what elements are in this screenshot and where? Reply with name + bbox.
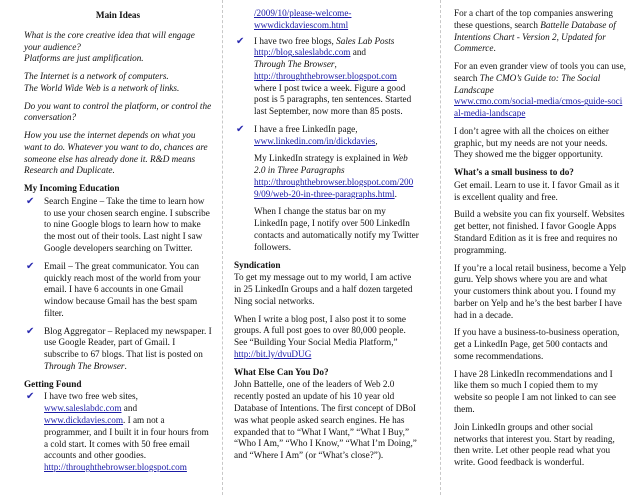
heading-what-else: What Else Can You Do? xyxy=(234,366,329,377)
link-blog-saleslabdc[interactable]: http://blog.saleslabdc.com xyxy=(254,47,351,58)
list-item-search-engine: ✔ Search Engine – Take the time to learn how to use your chosen search engine. I subscribe to nine Google blogs to learn how to make the most out of their tools. Last night I saw Google developers searching on Twitter. xyxy=(26,195,210,254)
heading-incoming-education: My Incoming Education xyxy=(24,183,120,194)
checkmark-icon: ✔ xyxy=(26,391,35,403)
internet-definition: The Internet is a network of computers. The World Wide Web is a network of links. xyxy=(24,71,180,93)
question-control: Do you want to control the platform, or control the conversation? xyxy=(24,100,212,123)
column-divider-right xyxy=(440,0,441,495)
syndication-para: To get my message out to my world, I am active in 25 LinkedIn Groups and a half dozen targeted Ning social networks. xyxy=(234,272,413,306)
column-2 xyxy=(234,8,420,468)
question-creative-idea: What is the core creative idea that will engage your audience? Platforms are just amplification. xyxy=(24,29,195,64)
link-please-welcome[interactable]: /2009/10/please-welcome-wwwdickdaviescom.html xyxy=(254,8,352,30)
getting-found-list xyxy=(24,391,212,473)
heading-small-business: What’s a small business to do? xyxy=(454,167,574,178)
recommendations-para: I have 28 LinkedIn recommendations and I like them so much I copied them to my website so people I am not linked to can see them. xyxy=(454,368,617,414)
heading-getting-found: Getting Found xyxy=(24,378,82,389)
link-throughthebrowser-blog[interactable]: http://throughthebrowser.blogspot.com xyxy=(254,70,397,81)
checkmark-icon: ✔ xyxy=(26,260,35,272)
link-cmo-guide[interactable]: www.cmo.com/social-media/cmos-guide-social-media-landscape xyxy=(454,96,623,119)
continued-link-para xyxy=(234,8,420,32)
blog-post-para: When I write a blog post, I also post it to some groups. A full post goes to over 80,000 people. See “Building Your Social Media Platform,” http://bit.ly/dvuDUG xyxy=(234,313,406,359)
checkmark-icon: ✔ xyxy=(236,123,245,135)
heading-syndication: Syndication xyxy=(234,259,281,270)
checkmark-icon: ✔ xyxy=(236,35,245,47)
link-linkedin-dickdavies[interactable]: www.linkedin.com/in/dickdavies xyxy=(254,135,376,146)
link-bitly[interactable]: http://bit.ly/dvuDUG xyxy=(234,348,312,359)
link-throughthebrowser[interactable]: http://throughthebrowser.blogspot.com xyxy=(44,462,187,473)
column-divider-left xyxy=(222,0,223,495)
checkmark-icon: ✔ xyxy=(26,325,35,337)
list-item-web-sites: ✔ I have two free web sites, www.saleslabdc.com and www.dickdavies.com. I am not a programmer, and I built it in four hours from a cold start. It comes with 50 free email accounts and other goodies. http://throughthebrowser.blogspot.com xyxy=(26,391,209,473)
list-item-email: ✔ Email – The great communicator. You can quickly reach most of the world from your email. I have 6 accounts in one Gmail window because Gmail has the best spam filter. xyxy=(26,260,201,318)
join-groups-para: Join LinkedIn groups and other social networks that interest you. Start by reading, then write. Let other people read what you write. Good feedback is wonderful. xyxy=(454,421,615,468)
link-saleslabdc[interactable]: www.saleslabdc.com xyxy=(44,403,122,414)
blogs-list xyxy=(234,36,420,148)
list-item-linkedin-page: ✔ I have a free LinkedIn page, www.linkedin.com/in/dickdavies, xyxy=(236,123,378,146)
battelle-para: John Battelle, one of the leaders of Web 2.0 recently posted an update of his 10 year old Database of Intentions. The first concept of DBoI was what people asked search engines. He has expanded that to “What I Want,” “What I Buy,” “Who I Am,” “Who I Know,” “What I’m Doing,” and “Where I Am” (or “What’s close?”). xyxy=(234,379,417,461)
education-list xyxy=(24,196,212,373)
main-ideas-title: Main Ideas xyxy=(95,10,141,20)
website-para: Build a website you can fix yourself. Websites get better, not finished. I favor Google Apps Standard Edition as it is free and requires no programming. xyxy=(454,209,625,255)
get-email-para: Get email. Learn to use it. I favor Gmail as it is excellent quality and free. xyxy=(454,179,620,202)
checkmark-icon: ✔ xyxy=(26,195,35,207)
b2b-para: If you have a business-to-business operation, get a LinkedIn Page, get 500 contacts and some recommendations. xyxy=(454,327,620,361)
yelp-para: If you’re a local retail business, become a Yelp guru. Yelp shows where you are and what your customers think about you. I found my barber on Yelp and he’s the best barber I have had in a decade. xyxy=(454,262,626,320)
column-3 xyxy=(454,8,626,475)
link-web20-three-paragraphs[interactable]: http://throughthebrowser.blogspot.com/2009/09/web-20-in-three-paragraphs.html xyxy=(254,176,414,199)
battelle-chart-para: For a chart of the top companies answering these questions, search Battelle Database of Intentions Chart - Version 2, Updated for Commerce. xyxy=(454,8,616,54)
status-bar-para: When I change the status bar on my LinkedIn page, I notify over 500 LinkedIn contacts and automatically notify my Twitter followers. xyxy=(254,206,419,252)
link-dickdavies[interactable]: www.dickdavies.com xyxy=(44,414,124,425)
column-1 xyxy=(24,8,212,480)
list-item-blog-aggregator: ✔ Blog Aggregator – Replaced my newspaper. I use Google Reader, part of Gmail. I subscribe to 67 blogs. That list is posted on Through The Browser. xyxy=(26,325,212,371)
research-duplicate-note: How you use the internet depends on what you want to do. Whatever you want to do, chances are someone else has already done it. R&D means Research and Duplicate. xyxy=(24,130,208,176)
cmo-guide-para: For an even grander view of tools you can use, search The CMO’s Guide to: The Social Landscape www.cmo.com/social-media/cmos-guide-social-media-landscape xyxy=(454,61,626,119)
disagree-para: I don’t agree with all the choices on either graphic, but my needs are not your needs. They showed me the bigger opportunity. xyxy=(454,125,609,160)
linkedin-strategy-para: My LinkedIn strategy is explained in Web 2.0 in Three Paragraphs http://throughthebrowser.blogspot.com/2009/09/web-20-in-three-paragraphs.html. xyxy=(254,153,414,199)
list-item-free-blogs: ✔ I have two free blogs, Sales Lab Posts http://blog.saleslabdc.com and Through The Browser, http://throughthebrowser.blogspot.com where I post twice a week. Figure a good post is 5 paragraphs, ten sentences. Started last September, now more than 85 posts. xyxy=(236,35,412,117)
